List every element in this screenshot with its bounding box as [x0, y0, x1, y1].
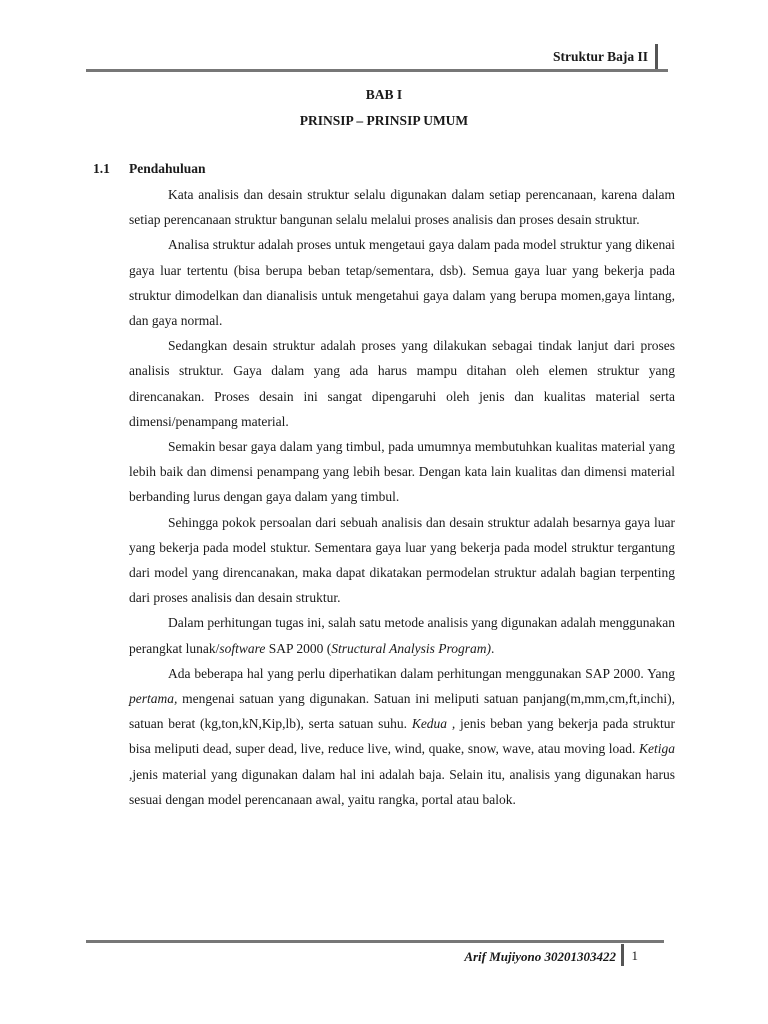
- section-title: Pendahuluan: [129, 161, 206, 176]
- italic-text: software: [219, 640, 266, 656]
- text-run: jenis material yang digunakan dalam hal ini adalah baja. Selain itu, analisis yang digunakan harus sesuai dengan model perencanaan awal, yaitu rangka, portal atau balok.: [129, 766, 675, 807]
- text-run: .: [491, 640, 495, 656]
- header-rule: [86, 69, 668, 72]
- italic-text: Kedua ,: [411, 716, 456, 732]
- header-divider: [655, 44, 658, 70]
- chapter-title: PRINSIP – PRINSIP UMUM: [299, 113, 469, 128]
- paragraph: Kata analisis dan desain struktur selalu digunakan dalam setiap perencanaan, karena dalam setiap perencanaan struktur bangunan selalu melalui proses analisis dan proses desain struktur.: [129, 187, 675, 228]
- italic-text: Ketiga ,: [129, 741, 675, 782]
- paragraph: Analisa struktur adalah proses untuk mengetaui gaya dalam pada model struktur yang dikenai gaya luar tertentu (bisa berupa beban tetap/sementara, dsb). Semua gaya luar yang bekerja pada struktur dimodelkan dan dianalisis untuk mengetahui gaya dalam yang berupa momen,gaya lintang, dan gaya normal.: [129, 237, 675, 329]
- header-title: Struktur Baja II: [552, 49, 648, 64]
- italic-text: Structural Analysis Program): [331, 640, 492, 656]
- text-run: SAP 2000 (: [265, 640, 332, 656]
- footer-divider: [621, 944, 624, 966]
- page-number: 1: [631, 948, 638, 963]
- paragraph: Sehingga pokok persoalan dari sebuah analisis dan desain struktur adalah besarnya gaya luar yang bekerja pada model stuktur. Sementara gaya luar yang bekerja pada model struktur tergantung dari model yang direncanakan, maka dapat dikatakan permodelan struktur adalah bagian terpenting dari proses analisis dan desain struktur.: [129, 514, 675, 606]
- text-run: mengenai satuan yang digunakan. Satuan ini meliputi satuan panjang(m,mm,cm,ft,inchi), satuan berat (kg,ton,kN,Kip,lb), serta satuan suhu.: [129, 691, 675, 732]
- text-run: Ada beberapa hal yang perlu diperhatikan dalam perhitungan menggunakan SAP 2000. Yang: [168, 665, 675, 681]
- footer-author: Arif Mujiyono 30201303422: [464, 949, 616, 964]
- section-number: 1.1: [93, 161, 110, 176]
- body-text: [129, 182, 675, 812]
- page-header: [86, 44, 668, 72]
- footer-rule: [86, 940, 664, 943]
- paragraph: [129, 610, 675, 660]
- chapter-number: BAB I: [365, 87, 403, 102]
- paragraph: [129, 661, 675, 812]
- italic-text: pertama,: [129, 691, 178, 707]
- paragraph: Semakin besar gaya dalam yang timbul, pada umumnya membutuhkan kualitas material yang lebih baik dan dimensi penampang yang lebih besar. Dengan kata lain kualitas dan dimensi material berbanding lurus dengan gaya dalam yang timbul.: [129, 439, 675, 505]
- page-footer: [86, 940, 664, 970]
- text-run: jenis beban yang bekerja pada struktur bisa meliputi dead, super dead, live, reduce live, wind, quake, snow, wave, atau moving load.: [129, 716, 675, 757]
- text-run: Dalam perhitungan tugas ini, salah satu metode analisis yang digunakan adalah menggunakan perangkat lunak/: [129, 615, 675, 656]
- section-heading: [93, 161, 206, 177]
- paragraph: Sedangkan desain struktur adalah proses yang dilakukan sebagai tindak lanjut dari proses analisis struktur. Gaya dalam yang ada harus mampu ditahan oleh elemen struktur yang direncanakan. Proses desain ini sangat dipengaruhi oleh jenis dan kualitas material serta dimensi/penampang material.: [129, 338, 675, 429]
